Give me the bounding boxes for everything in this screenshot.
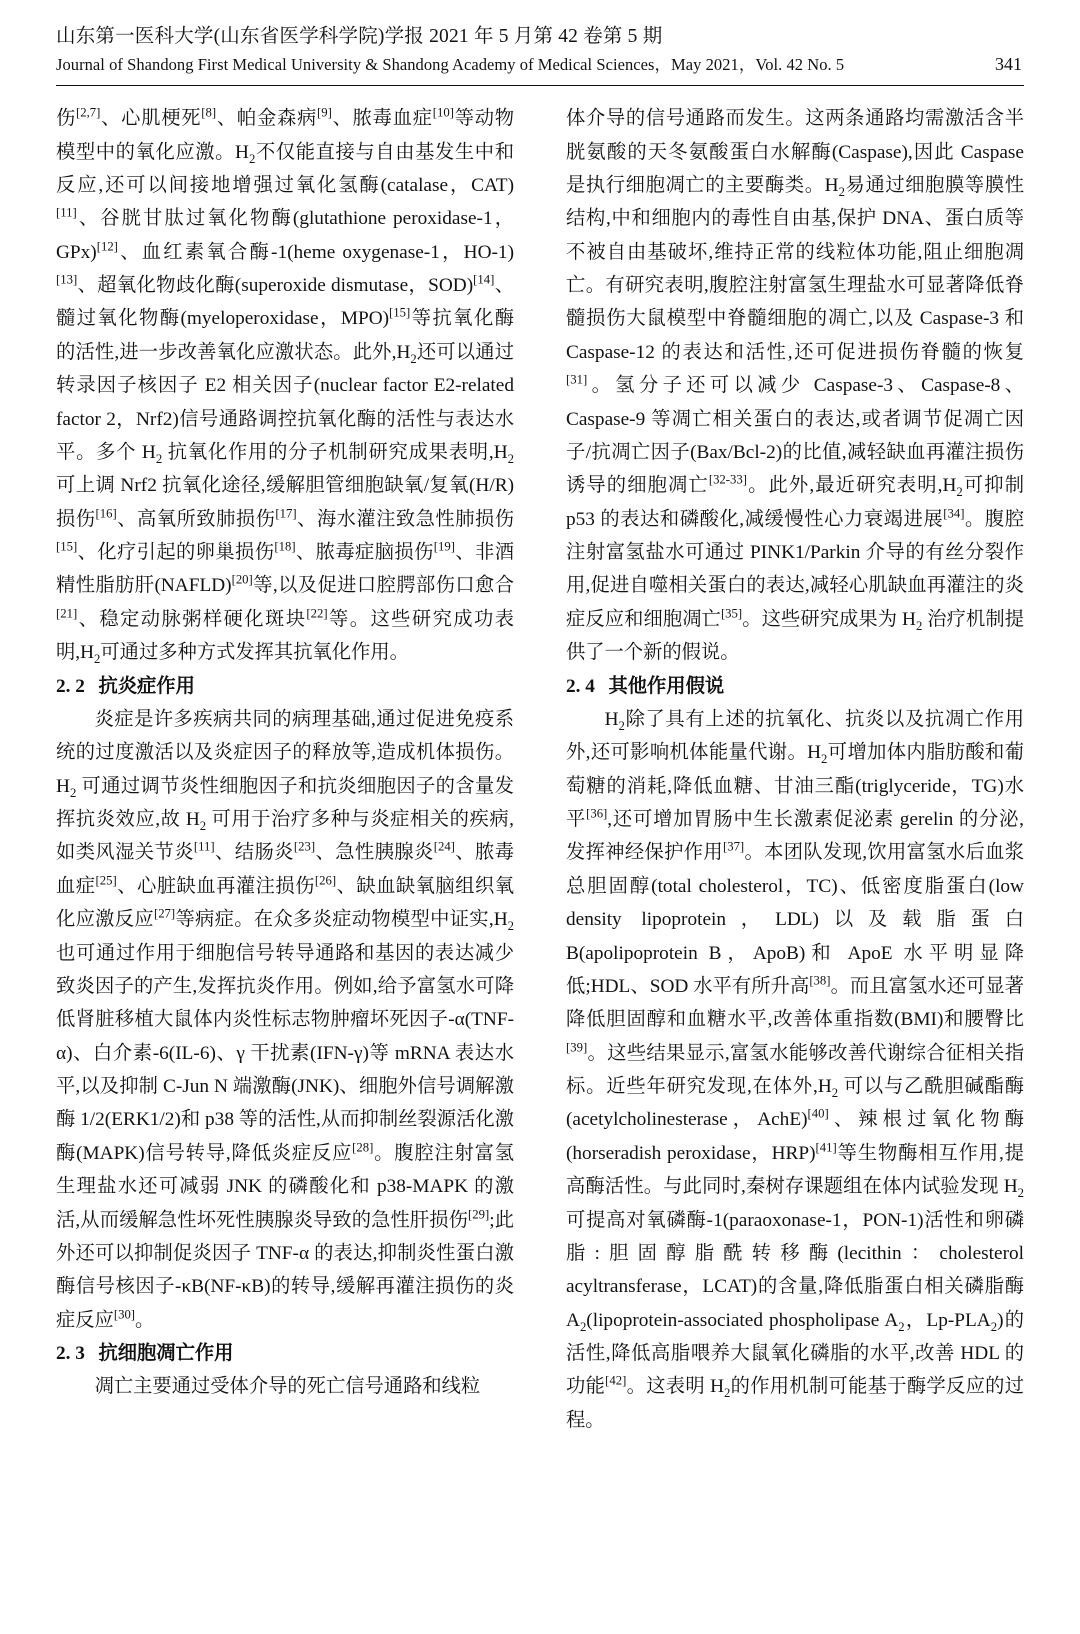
heading-2-4-text: 其他作用假说: [608, 675, 725, 697]
journal-title-en: Journal of Shandong First Medical University & Shandong Academy of Medical Sciences，May 2021，Vol. 42 No. 5: [56, 55, 845, 75]
heading-2-3-number: 2. 3: [56, 1343, 85, 1365]
paragraph-anti-apoptosis-continued: 体介导的信号通路而发生。这两条通路均需激活含半胱氨酸的天冬氨酸蛋白水解酶(Caspase),因此 Caspase 是执行细胞凋亡的主要酶类。$H_2$易通过细胞膜等膜性结构,中和细胞内的毒性自由基,保护 DNA、蛋白质等不被自由基破坏,维持正常的线粒体功能,阻止细胞凋亡。有研究表明,腹腔注射富氢生理盐水可显著降低脊髓损伤大鼠模型中脊髓细胞的凋亡,以及 Caspase-3 和 Caspase-12 的表达和活性,还可促进损伤脊髓的恢复[31]。氢分子还可以减少 Caspase-3、Caspase-8、Caspase-9 等凋亡相关蛋白的表达,或者调节促凋亡因子/抗凋亡因子(Bax/Bcl-2)的比值,减轻缺血再灌注损伤诱导的细胞凋亡[32-33]。此外,最近研究表明$,H_2$可抑制 p53 的表达和磷酸化,减缓慢性心力衰竭进展[34]。腹腔注射富氢盐水可通过 PINK1/Parkin 介导的有丝分裂作用,促进自噬相关蛋白的表达,减轻心肌缺血再灌注的炎症反应和细胞凋亡[35]。这些研究成果为 $H_2$ 治疗机制提供了一个新的假说。: [566, 108, 1025, 664]
paragraph-antioxidant-continued: 伤[2,7]、心肌梗死[8]、帕金森病[9]、脓毒血症[10]等动物模型中的氧化应激。$H_2$不仅能直接与自由基发生中和反应,还可以间接地增强过氧化氢酶(catalase，CAT)[11]、谷胱甘肽过氧化物酶(glutathione peroxidase-1，GPx)[12]、血红素氧合酶-1(heme oxygenase-1，HO-1)[13]、超氧化物歧化酶(superoxide dismutase，SOD)[14]、髓过氧化物酶(myeloperoxidase，MPO)[15]等抗氧化酶的活性,进一步改善氧化应激状态。此外$,H_2$还可以通过转录因子核因子 E2 相关因子(nuclear factor E2-related factor 2，Nrf2)信号通路调控抗氧化酶的活性与表达水平。多个 $H_2$ 抗氧化作用的分子机制研究成果表明$,H_2$ 可上调 Nrf2 抗氧化途径,缓解胆管细胞缺氧/复氧(H/R)损伤[16]、高氧所致肺损伤[17]、海水灌注致急性肺损伤[15]、化疗引起的卵巢损伤[18]、脓毒症脑损伤[19]、非酒精性脂肪肝(NAFLD)[20]等,以及促进口腔腭部伤口愈合[21]、稳定动脉粥样硬化斑块[22]等。这些研究成功表明$,H_2$可通过多种方式发挥其抗氧化作用。: [56, 105, 515, 666]
page-header: [56, 22, 1024, 86]
heading-2-2-number: 2. 2: [56, 675, 85, 697]
heading-2-4: [566, 670, 1024, 703]
heading-2-2: [56, 670, 514, 703]
heading-2-4-number: 2. 4: [566, 675, 595, 697]
body-columns: [56, 102, 1024, 1437]
heading-2-3-text: 抗细胞凋亡作用: [98, 1343, 234, 1365]
journal-title-cn: 山东第一医科大学(山东省医学科学院)学报 2021 年 5 月第 42 卷第 5 期: [56, 26, 663, 47]
heading-2-2-text: 抗炎症作用: [98, 675, 195, 697]
header-divider: [56, 85, 1024, 86]
journal-header-line-en: [56, 51, 1024, 79]
left-column: [56, 102, 514, 1437]
page-number: 341: [995, 54, 1022, 75]
paragraph-anti-apoptosis-start: 凋亡主要通过受体介导的死亡信号通路和线粒: [94, 1376, 481, 1398]
paragraph-other-hypotheses: $H_2$除了具有上述的抗氧化、抗炎以及抗凋亡作用外,还可影响机体能量代谢。$H_2$可增加体内脂肪酸和葡萄糖的消耗,降低血糖、甘油三酯(triglyceride，TG)水平[36],还可增加胃肠中生长激素促泌素 gerelin 的分泌,发挥神经保护作用[37]。本团队发现,饮用富氢水后血浆总胆固醇(total cholesterol，TC)、低密度脂蛋白(low density lipoprotein，LDL)以及载脂蛋白 B(apolipoprotein B，ApoB)和 ApoE 水平明显降低;HDL、SOD 水平有所升高[38]。而且富氢水还可显著降低胆固醇和血糖水平,改善体重指数(BMI)和腰臀比[39]。这些结果显示,富氢水能够改善代谢综合征相关指标。近些年研究发现,在体外$,H_2$ 可以与乙酰胆碱酯酶(acetylcholinesterase，AchE)[40]、辣根过氧化物酶(horseradish peroxidase，HRP)[41]等生物酶相互作用,提高酶活性。与此同时,秦树存课题组在体内试验发现 $H_2$可提高对氧磷酶-1(paraoxonase-1，PON-1)活性和卵磷脂:胆固醇脂酰转移酶(lecithin：cholesterol acyltransferase，LCAT)的含量,降低脂蛋白相关磷脂酶 $A_2(lipoprotein$-associated phospholipase $A_2$，$Lp-PLA_2$)的活性,降低高脂喂养大鼠氧化磷脂的水平,改善 HDL 的功能[42]。这表明 $H_2$的作用机制可能基于酶学反应的过程。: [566, 708, 1025, 1431]
paragraph-anti-inflammatory: 炎症是许多疾病共同的病理基础,通过促进免疫系统的过度激活以及炎症因子的释放等,造成机体损伤。$H_2$ 可通过调节炎性细胞因子和抗炎细胞因子的含量发挥抗炎效应,故 $H_2$ 可用于治疗多种与炎症相关的疾病,如类风湿关节炎[11]、结肠炎[23]、急性胰腺炎[24]、脓毒血症[25]、心脏缺血再灌注损伤[26]、缺血缺氧脑组织氧化应激反应[27]等病症。在众多炎症动物模型中证实$,H_2$也可通过作用于细胞信号转导通路和基因的表达减少致炎因子的产生,发挥抗炎作用。例如,给予富氢水可降低肾脏移植大鼠体内炎性标志物肿瘤坏死因子-α(TNF-α)、白介素-6(IL-6)、γ 干扰素(IFN-γ)等 mRNA 表达水平,以及抑制 C-Jun N 端激酶(JNK)、细胞外信号调解激酶 1/2(ERK1/2)和 p38 等的活性,从而抑制丝裂源活化激酶(MAPK)信号转导,降低炎症反应[28]。腹腔注射富氢生理盐水还可减弱 JNK 的磷酸化和 p38-MAPK 的激活,从而缓解急性坏死性胰腺炎导致的急性肝损伤[29];此外还可以抑制促炎因子 TNF-α 的表达,抑制炎性蛋白激酶信号核因子-κB(NF-κB)的转导,缓解再灌注损伤的炎症反应[30]。: [56, 708, 515, 1331]
heading-2-3: [56, 1337, 514, 1370]
right-column: [566, 102, 1024, 1437]
